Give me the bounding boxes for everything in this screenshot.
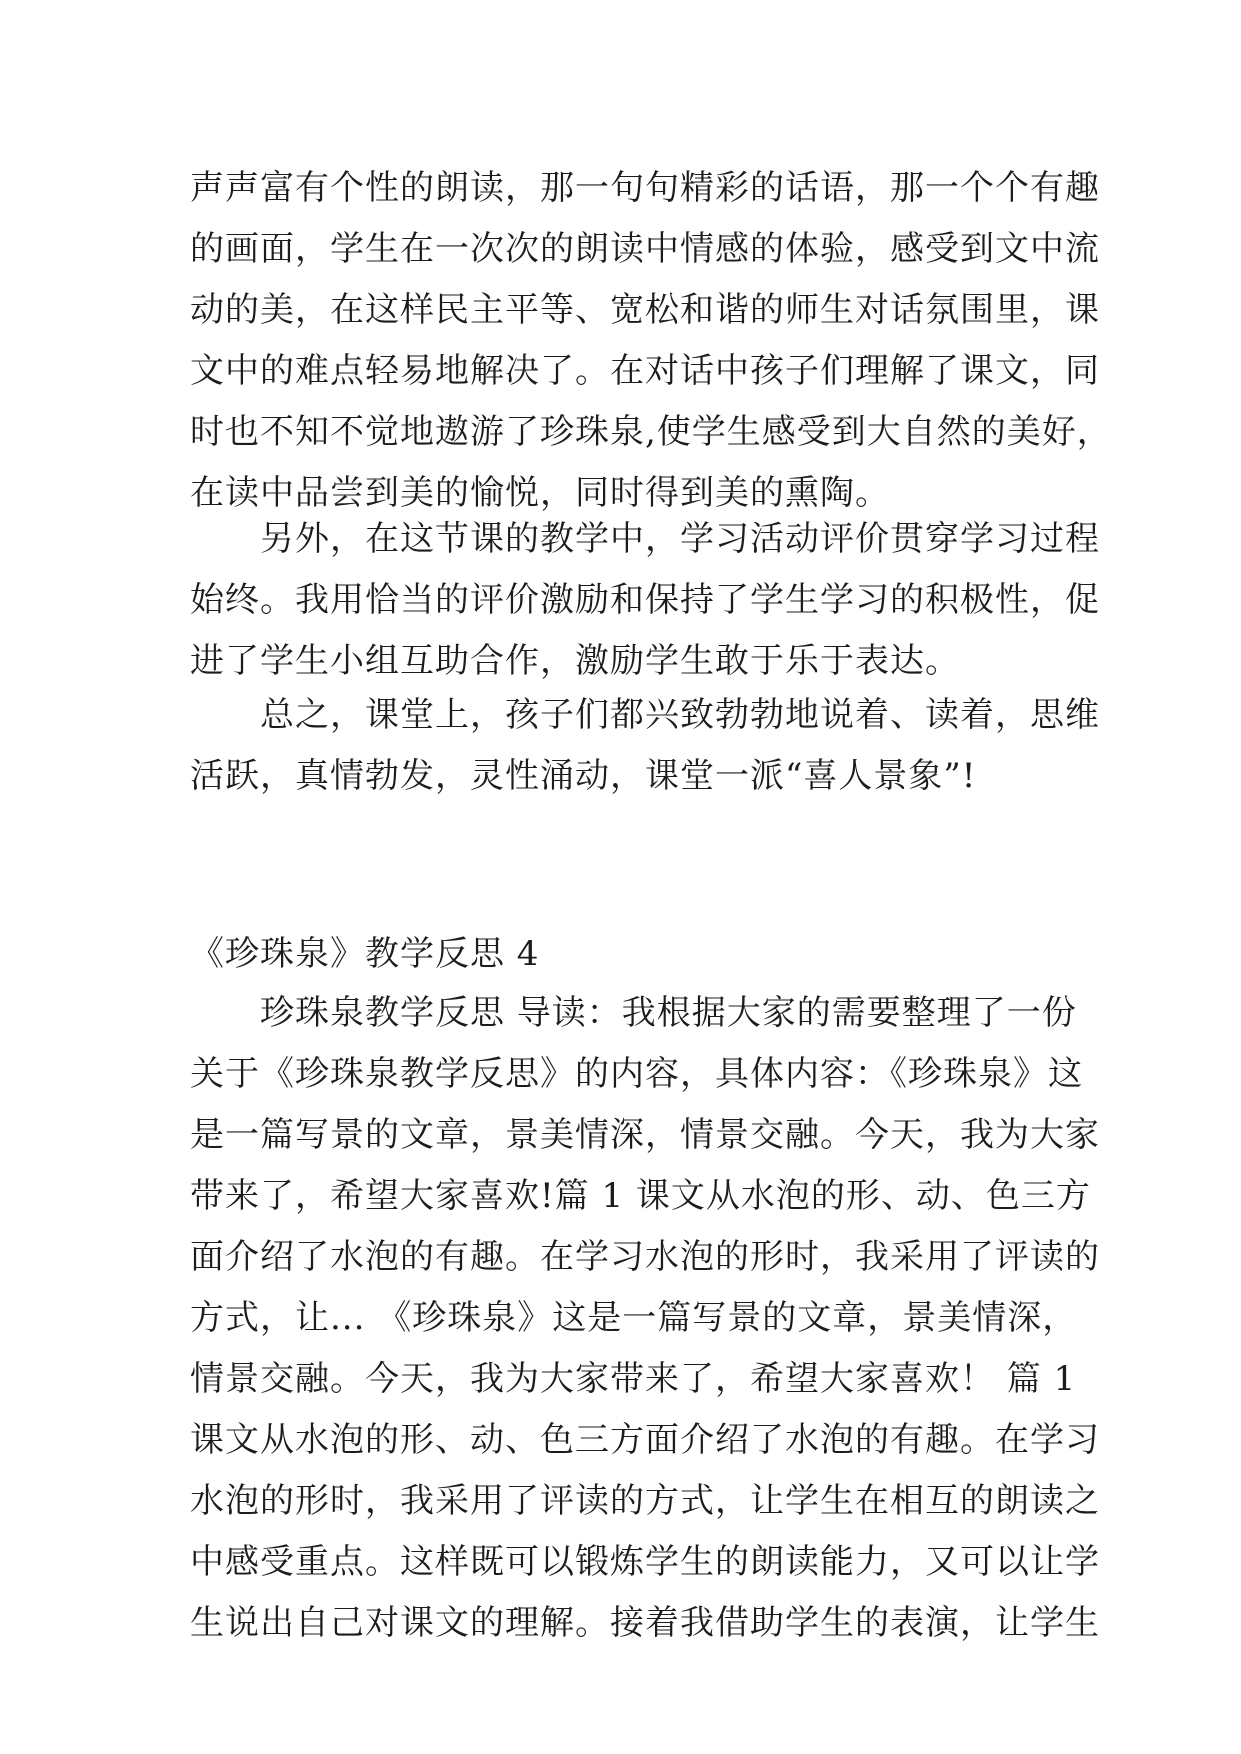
text-line: 进了学生小组互助合作，激励学生敢于乐于表达。 bbox=[190, 641, 960, 681]
text-line: 课文从水泡的形、动、色三方面介绍了水泡的有趣。在学习 bbox=[190, 1420, 1100, 1460]
text-line: 带来了，希望大家喜欢!篇 1 课文从水泡的形、动、色三方 bbox=[190, 1176, 1091, 1216]
text-line: 动的美，在这样民主平等、宽松和谐的师生对话氛围里，课 bbox=[190, 290, 1100, 330]
text-line: 时也不知不觉地遨游了珍珠泉,使学生感受到大自然的美好， bbox=[190, 412, 1112, 452]
text-line: 关于《珍珠泉教学反思》的内容，具体内容：《珍珠泉》这 bbox=[190, 1054, 1083, 1094]
text-line: 中感受重点。这样既可以锻炼学生的朗读能力，又可以让学 bbox=[190, 1542, 1100, 1582]
text-line: 面介绍了水泡的有趣。在学习水泡的形时，我采用了评读的 bbox=[190, 1237, 1100, 1277]
paragraph-3 bbox=[190, 685, 1100, 807]
text-line: 声声富有个性的朗读，那一句句精彩的话语，那一个个有趣 bbox=[190, 168, 1100, 208]
paragraph-2 bbox=[190, 509, 1100, 692]
text-line: 是一篇写景的文章，景美情深，情景交融。今天，我为大家 bbox=[190, 1115, 1100, 1155]
text-line: 水泡的形时，我采用了评读的方式，让学生在相互的朗读之 bbox=[190, 1481, 1100, 1521]
text-line: 的画面，学生在一次次的朗读中情感的体验，感受到文中流 bbox=[190, 229, 1100, 269]
text-line: 文中的难点轻易地解决了。在对话中孩子们理解了课文，同 bbox=[190, 351, 1100, 391]
section-heading-text: 《珍珠泉》教学反思 4 bbox=[190, 934, 540, 974]
paragraph-1 bbox=[190, 158, 1112, 524]
section-heading bbox=[190, 924, 1060, 985]
text-line: 始终。我用恰当的评价激励和保持了学生学习的积极性，促 bbox=[190, 580, 1100, 620]
paragraph-4 bbox=[190, 983, 1100, 1654]
text-line: 生说出自己对课文的理解。接着我借助学生的表演，让学生 bbox=[190, 1603, 1100, 1643]
text-line: 在读中品尝到美的愉悦，同时得到美的熏陶。 bbox=[190, 473, 890, 513]
text-line: 另外，在这节课的教学中，学习活动评价贯穿学习过程 bbox=[190, 519, 1100, 559]
text-line: 方式，让... 《珍珠泉》这是一篇写景的文章，景美情深， bbox=[190, 1298, 1078, 1338]
text-line: 总之，课堂上，孩子们都兴致勃勃地说着、读着，思维 bbox=[190, 695, 1100, 735]
text-line: 情景交融。今天，我为大家带来了，希望大家喜欢！ 篇 1 bbox=[190, 1359, 1077, 1399]
text-line: 活跃，真情勃发，灵性涌动，课堂一派“喜人景象”! bbox=[190, 756, 977, 796]
text-line: 珍珠泉教学反思 导读：我根据大家的需要整理了一份 bbox=[190, 993, 1077, 1033]
